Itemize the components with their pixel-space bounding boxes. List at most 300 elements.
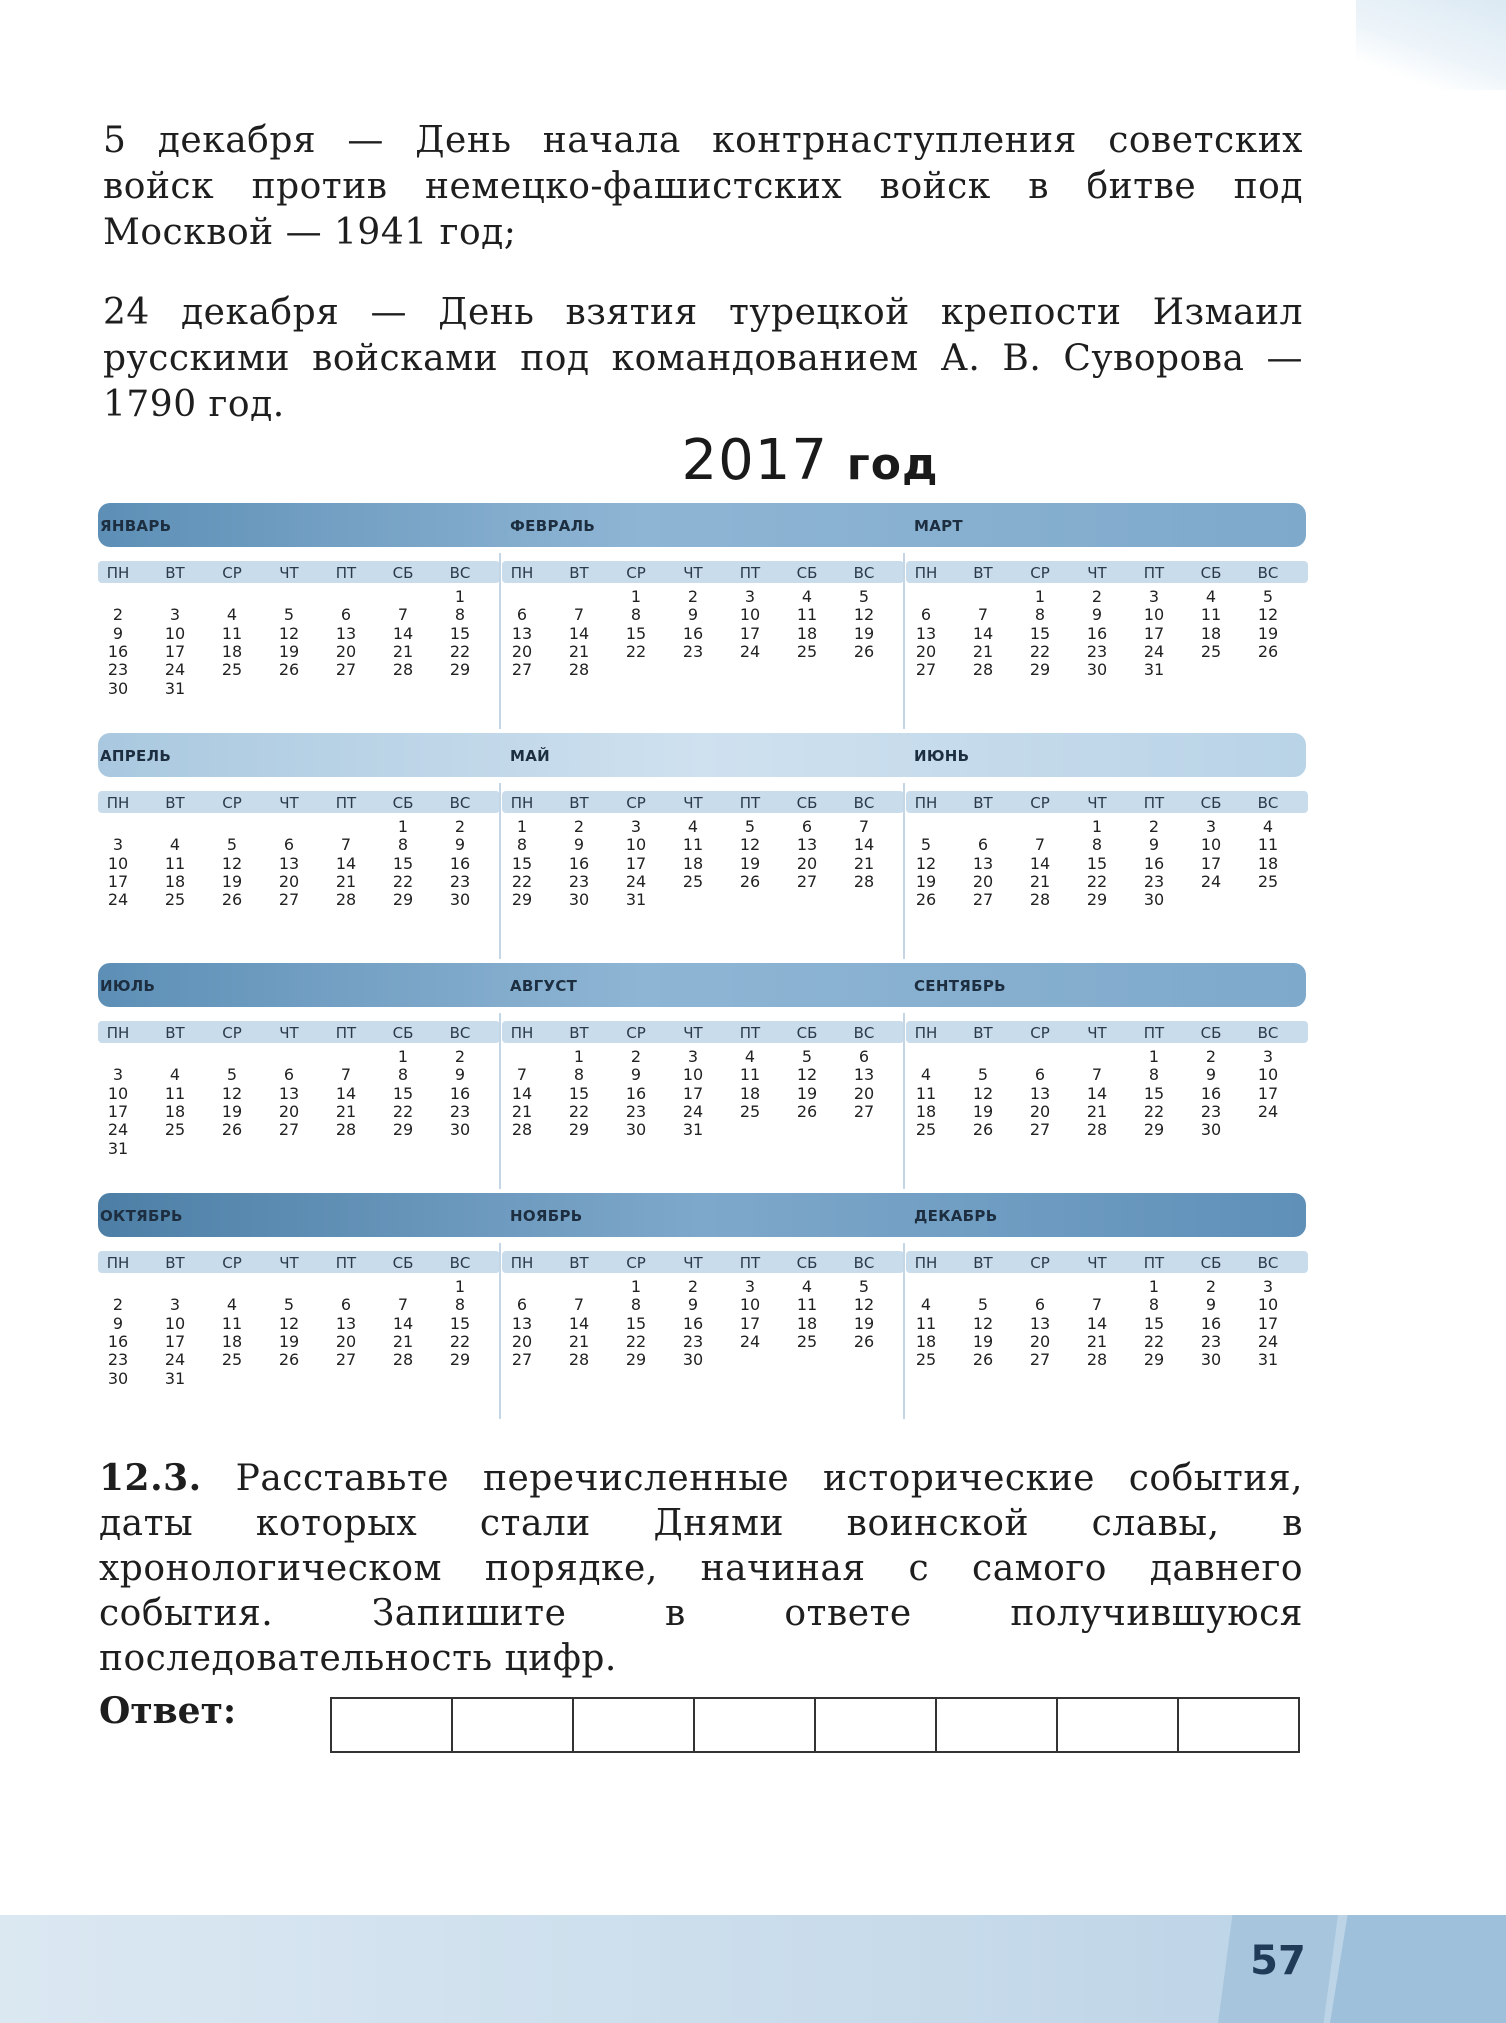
answer-box[interactable] [1058,1699,1179,1751]
weekday-label: СБ [796,794,818,812]
calendar-day: 19 [915,871,937,891]
calendar-day: 19 [853,623,875,643]
month-divider [903,1243,905,1419]
calendar-day: 22 [1143,1101,1165,1121]
weekday-label: ВС [853,1254,875,1272]
calendar-day: 3 [744,587,756,606]
calendar-day: 19 [972,1331,994,1351]
calendar-day: 25 [739,1101,761,1121]
answer-box[interactable] [332,1699,453,1751]
calendar-day: 11 [164,1083,186,1103]
calendar-day: 16 [1143,853,1165,873]
calendar-day: 24 [164,1350,186,1370]
weekday-label: ПН [106,1254,130,1272]
calendar-day: 21 [1029,871,1051,891]
calendar-day: 28 [392,1350,414,1370]
calendar-day: 22 [392,1101,414,1121]
month-name: МАЙ [510,747,550,765]
calendar-day: 3 [1262,1277,1274,1296]
weekday-label: ПН [106,564,130,582]
calendar-day: 30 [1086,660,1108,680]
calendar-day: 19 [739,853,761,873]
calendar-day: 6 [977,835,989,855]
calendar-day: 15 [449,1313,471,1333]
calendar-day: 18 [915,1331,937,1351]
calendar-day: 11 [164,853,186,873]
calendar-day: 25 [682,871,704,891]
month-block [502,503,904,733]
calendar-day: 1 [1034,587,1046,606]
calendar-day: 21 [392,641,414,661]
calendar-day: 18 [739,1083,761,1103]
calendar-day: 4 [226,1295,238,1315]
calendar-day: 26 [739,871,761,891]
weekday-label: ПТ [335,1254,357,1272]
right-decoration [1330,1915,1506,2023]
month-name: ИЮНЬ [914,747,970,765]
calendar-day: 17 [164,1331,186,1351]
calendar-day: 28 [1029,890,1051,910]
calendar-day: 7 [516,1065,528,1085]
calendar-day: 19 [972,1101,994,1121]
weekday-label: ВТ [165,1254,185,1272]
calendar-day: 7 [977,605,989,625]
calendar-day: 17 [739,1313,761,1333]
calendar-year: 2017 [681,428,828,493]
calendar-day: 15 [449,623,471,643]
calendar-day: 16 [682,623,704,643]
calendar-day: 4 [744,1047,756,1066]
calendar-day: 9 [112,623,124,643]
calendar-day: 19 [796,1083,818,1103]
calendar-day: 7 [1091,1065,1103,1085]
month-block [98,1193,500,1423]
calendar-day: 21 [511,1101,533,1121]
calendar-day: 10 [682,1065,704,1085]
calendar-day: 6 [340,605,352,625]
calendar-day: 11 [1200,605,1222,625]
weekday-label: ПН [510,564,534,582]
weekday-label: ВТ [569,564,589,582]
calendar-day: 18 [164,871,186,891]
calendar-day: 6 [1034,1065,1046,1085]
weekday-label: ЧТ [683,1024,703,1042]
calendar-day: 27 [853,1101,875,1121]
month-divider [499,783,501,959]
calendar-day: 25 [221,660,243,680]
calendar-day: 2 [573,817,585,836]
weekday-label: ПН [106,794,130,812]
calendar-day: 12 [278,1313,300,1333]
calendar-day: 14 [568,623,590,643]
calendar-day: 29 [392,1120,414,1140]
calendar-day: 22 [449,1331,471,1351]
weekday-label: СР [222,1024,242,1042]
weekday-header [906,1251,1308,1273]
calendar-day: 7 [397,1295,409,1315]
calendar-day: 11 [221,623,243,643]
weekday-label: ВС [449,564,471,582]
calendar-day: 27 [915,660,937,680]
calendar-day: 6 [920,605,932,625]
calendar-day: 19 [853,1313,875,1333]
weekday-label: ПТ [739,1024,761,1042]
weekday-label: ВТ [569,1254,589,1272]
calendar-day: 21 [568,1331,590,1351]
weekday-label: СБ [1200,794,1222,812]
calendar-day: 30 [449,890,471,910]
corner-decoration [1356,0,1506,90]
calendar-day: 1 [1148,1277,1160,1296]
calendar-day: 6 [801,817,813,836]
calendar-day: 16 [682,1313,704,1333]
calendar-day: 21 [568,641,590,661]
weekday-header [98,791,500,813]
calendar-day: 22 [625,1331,647,1351]
calendar-quarter-1 [98,503,1306,733]
weekday-label: ПТ [1143,794,1165,812]
calendar-day: 11 [915,1313,937,1333]
calendar-day: 20 [1029,1331,1051,1351]
calendar-day: 13 [511,623,533,643]
paragraph-izmail: 24 декабря — День взятия турецкой крепости Измаил русскими войсками под командованием А. В. Суворова — 1790 год. [103,292,1303,425]
calendar-day: 15 [625,623,647,643]
calendar-day: 3 [1148,587,1160,606]
answer-box[interactable] [816,1699,937,1751]
calendar-day: 7 [858,817,870,836]
weekday-label: ЧТ [1087,1024,1107,1042]
month-block [906,1193,1308,1423]
calendar-day: 8 [516,835,528,855]
weekday-label: ВС [853,564,875,582]
weekday-label: ЧТ [1087,1254,1107,1272]
calendar-day: 2 [630,1047,642,1066]
weekday-header [98,1251,500,1273]
calendar-day: 22 [511,871,533,891]
calendar-day: 4 [169,1065,181,1085]
weekday-label: ПН [914,564,938,582]
calendar-day: 28 [335,890,357,910]
calendar-day: 21 [335,1101,357,1121]
calendar-day: 10 [1143,605,1165,625]
weekday-header [98,1021,500,1043]
calendar-day: 15 [568,1083,590,1103]
calendar-day: 24 [1143,641,1165,661]
calendar-day: 3 [630,817,642,836]
calendar-day: 25 [164,890,186,910]
calendar-day: 26 [853,1331,875,1351]
calendar-day: 10 [164,1313,186,1333]
calendar-day: 14 [1086,1313,1108,1333]
calendar-day: 16 [1086,623,1108,643]
calendar-day: 8 [1148,1065,1160,1085]
calendar-day: 15 [1029,623,1051,643]
month-name: ДЕКАБРЬ [914,1207,998,1225]
weekday-label: ПТ [739,564,761,582]
calendar-day: 9 [630,1065,642,1085]
weekday-label: ЧТ [279,1024,299,1042]
weekday-label: СР [222,1254,242,1272]
calendar-day: 5 [1262,587,1274,606]
month-block [502,1193,904,1423]
weekday-label: ПТ [739,794,761,812]
calendar-day: 25 [915,1120,937,1140]
calendar-day: 28 [972,660,994,680]
calendar-day: 13 [335,1313,357,1333]
calendar-day: 13 [915,623,937,643]
calendar-day: 20 [972,871,994,891]
weekday-label: СБ [392,564,414,582]
weekday-label: ВТ [165,1024,185,1042]
calendar-day: 19 [278,641,300,661]
calendar-day: 26 [278,1350,300,1370]
calendar-day: 24 [739,641,761,661]
calendar-day: 20 [1029,1101,1051,1121]
calendar-day: 2 [1148,817,1160,836]
calendar-day: 13 [1029,1313,1051,1333]
calendar-day: 22 [1029,641,1051,661]
calendar-day: 16 [107,1331,129,1351]
calendar-day: 14 [1029,853,1051,873]
calendar-day: 20 [853,1083,875,1103]
calendar-day: 6 [1034,1295,1046,1315]
calendar-day: 18 [796,623,818,643]
calendar-day: 29 [1029,660,1051,680]
weekday-label: СБ [1200,1024,1222,1042]
calendar-day: 4 [920,1065,932,1085]
calendar-day: 17 [1257,1083,1279,1103]
weekday-label: СБ [392,1254,414,1272]
calendar-day: 27 [1029,1120,1051,1140]
calendar-day: 2 [112,605,124,625]
calendar-day: 4 [920,1295,932,1315]
calendar-day: 20 [335,641,357,661]
calendar-day: 17 [682,1083,704,1103]
calendar-day: 5 [226,1065,238,1085]
calendar-day: 14 [335,1083,357,1103]
calendar-day: 5 [920,835,932,855]
calendar-day: 29 [1143,1120,1165,1140]
weekday-label: ВС [1257,564,1279,582]
calendar-day: 30 [107,1368,129,1388]
calendar-day: 22 [625,641,647,661]
calendar-day: 2 [1091,587,1103,606]
calendar-day: 20 [796,853,818,873]
answer-box[interactable] [453,1699,574,1751]
calendar-day: 5 [283,605,295,625]
month-block [98,503,500,733]
calendar-day: 3 [687,1047,699,1066]
calendar-day: 28 [511,1120,533,1140]
calendar-day: 24 [1200,871,1222,891]
calendar-day: 26 [972,1350,994,1370]
calendar-day: 20 [335,1331,357,1351]
calendar-day: 3 [112,835,124,855]
answer-box[interactable] [574,1699,695,1751]
calendar-day: 27 [511,1350,533,1370]
calendar-day: 23 [449,1101,471,1121]
answer-box[interactable] [1179,1699,1298,1751]
calendar-day: 1 [630,587,642,606]
calendar-day: 24 [107,890,129,910]
calendar-day: 11 [221,1313,243,1333]
month-name: АВГУСТ [510,977,578,995]
calendar-day: 8 [1148,1295,1160,1315]
calendar-day: 26 [221,1120,243,1140]
calendar-day: 10 [164,623,186,643]
weekday-header [906,1021,1308,1043]
paragraph-moscow: 5 декабря — День начала контрнаступления советских войск против немецко-фашистских войск в битве под Москвой — 1941 год; [103,120,1303,253]
calendar-day: 12 [853,605,875,625]
calendar-day: 13 [278,1083,300,1103]
calendar-day: 29 [1143,1350,1165,1370]
calendar-day: 14 [511,1083,533,1103]
calendar-day: 6 [516,1295,528,1315]
calendar-day: 13 [972,853,994,873]
calendar-day: 24 [107,1120,129,1140]
calendar-day: 21 [1086,1101,1108,1121]
calendar-day: 27 [335,660,357,680]
calendar-day: 13 [278,853,300,873]
weekday-header [98,561,500,583]
calendar-day: 21 [972,641,994,661]
calendar-day: 6 [283,1065,295,1085]
calendar-day: 28 [335,1120,357,1140]
calendar-day: 28 [568,660,590,680]
calendar-day: 15 [625,1313,647,1333]
weekday-label: СР [626,1254,646,1272]
calendar-quarter-4 [98,1193,1306,1423]
month-name: АПРЕЛЬ [100,747,172,765]
weekday-label: ПН [106,1024,130,1042]
calendar-day: 16 [568,853,590,873]
calendar-day: 25 [1257,871,1279,891]
calendar-day: 9 [112,1313,124,1333]
calendar-day: 30 [107,678,129,698]
calendar-day: 13 [853,1065,875,1085]
weekday-label: ЧТ [683,794,703,812]
calendar-day: 25 [796,1331,818,1351]
weekday-label: ЧТ [1087,794,1107,812]
calendar-day: 25 [796,641,818,661]
calendar-day: 15 [392,853,414,873]
calendar-day: 27 [511,660,533,680]
calendar-day: 20 [511,1331,533,1351]
calendar-day: 11 [739,1065,761,1085]
calendar-day: 9 [1205,1065,1217,1085]
weekday-label: ВС [1257,794,1279,812]
calendar-day: 24 [625,871,647,891]
weekday-label: ВС [1257,1254,1279,1272]
calendar-day: 1 [630,1277,642,1296]
weekday-label: ЧТ [683,1254,703,1272]
calendar-day: 30 [568,890,590,910]
calendar-day: 24 [164,660,186,680]
answer-box[interactable] [937,1699,1058,1751]
calendar-day: 9 [454,835,466,855]
weekday-label: ВС [1257,1024,1279,1042]
weekday-label: СР [1030,564,1050,582]
calendar-day: 2 [1205,1277,1217,1296]
calendar-day: 2 [454,817,466,836]
calendar-day: 18 [221,641,243,661]
month-block [906,963,1308,1193]
calendar-day: 19 [278,1331,300,1351]
calendar-day: 17 [107,871,129,891]
calendar-day: 5 [801,1047,813,1066]
month-divider [903,1013,905,1189]
calendar-day: 12 [972,1083,994,1103]
weekday-label: ВС [853,1024,875,1042]
calendar-day: 28 [392,660,414,680]
calendar-day: 8 [630,1295,642,1315]
weekday-label: ВТ [569,794,589,812]
calendar-day: 8 [454,605,466,625]
calendar-day: 23 [1200,1101,1222,1121]
calendar-day: 3 [169,605,181,625]
calendar-day: 30 [1200,1350,1222,1370]
calendar-day: 15 [1143,1313,1165,1333]
calendar-day: 16 [107,641,129,661]
calendar-day: 30 [1143,890,1165,910]
month-name: МАРТ [914,517,963,535]
calendar-day: 21 [392,1331,414,1351]
weekday-label: СБ [392,1024,414,1042]
weekday-label: ВТ [973,564,993,582]
calendar-day: 7 [573,1295,585,1315]
calendar-day: 5 [226,835,238,855]
calendar-day: 26 [915,890,937,910]
calendar-day: 19 [221,871,243,891]
month-divider [903,783,905,959]
weekday-label: ПН [510,1254,534,1272]
calendar-day: 16 [625,1083,647,1103]
calendar-day: 9 [454,1065,466,1085]
weekday-label: ВС [449,1024,471,1042]
answer-label: Ответ: [99,1690,237,1732]
month-block [98,733,500,963]
weekday-header [502,561,904,583]
calendar-day: 18 [1200,623,1222,643]
calendar-day: 15 [392,1083,414,1103]
calendar-day: 26 [221,890,243,910]
calendar-day: 18 [796,1313,818,1333]
calendar-day: 23 [1143,871,1165,891]
weekday-label: ПН [510,1024,534,1042]
weekday-label: ЧТ [279,794,299,812]
calendar-day: 8 [397,1065,409,1085]
calendar-day: 7 [340,835,352,855]
calendar-day: 21 [853,853,875,873]
calendar-day: 31 [1257,1350,1279,1370]
weekday-label: СР [222,564,242,582]
calendar-day: 1 [1148,1047,1160,1066]
calendar-day: 29 [392,890,414,910]
answer-box[interactable] [695,1699,816,1751]
calendar-year-suffix: год [846,439,939,490]
calendar-day: 4 [801,1277,813,1296]
calendar-day: 23 [568,871,590,891]
calendar-day: 18 [221,1331,243,1351]
month-divider [499,1243,501,1419]
task-12-3 [99,1456,1303,1681]
weekday-label: ПН [510,794,534,812]
calendar-day: 27 [278,890,300,910]
calendar-day: 31 [682,1120,704,1140]
weekday-label: ПТ [1143,1024,1165,1042]
calendar-day: 7 [1034,835,1046,855]
calendar-day: 21 [1086,1331,1108,1351]
